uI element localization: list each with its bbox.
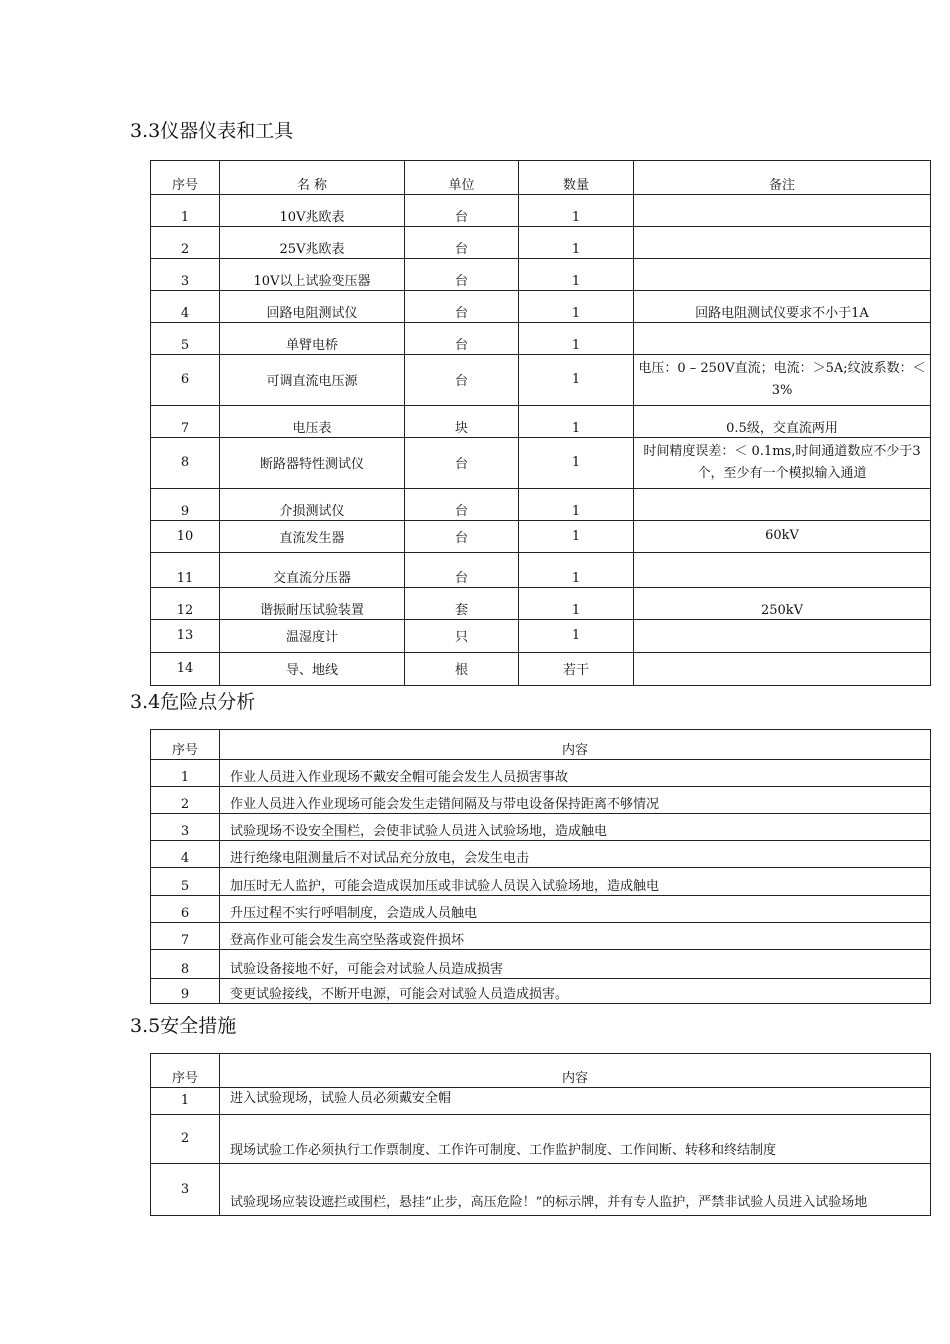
- row-name: 10V以上试验变压器: [220, 259, 405, 291]
- row-note: [634, 195, 931, 227]
- row-index: 3: [151, 259, 220, 291]
- table-row: [151, 979, 931, 1004]
- row-index: 1: [151, 760, 220, 787]
- row-name: 导、地线: [220, 653, 405, 686]
- row-index: 9: [151, 979, 220, 1004]
- row-unit: 台: [405, 291, 519, 323]
- hazards-table: [150, 729, 931, 1004]
- table-row: [151, 760, 931, 787]
- row-content: 试验现场应装设遮拦或围栏，悬挂“止步，高压危险！”的标示牌，并有专人监护，严禁非试验人员进入试验场地: [220, 1164, 931, 1216]
- row-note: 0.5级，交直流两用: [634, 406, 931, 438]
- row-index: 5: [151, 868, 220, 896]
- instruments-table: [150, 160, 931, 686]
- row-quantity: 1: [519, 588, 634, 620]
- row-name: 断路器特性测试仪: [220, 438, 405, 489]
- row-index: 4: [151, 291, 220, 323]
- row-index: 6: [151, 355, 220, 406]
- row-quantity: 1: [519, 489, 634, 521]
- table-row: [151, 489, 931, 521]
- row-note: 回路电阻测试仪要求不小于1A: [634, 291, 931, 323]
- row-name: 回路电阻测试仪: [220, 291, 405, 323]
- row-index: 12: [151, 588, 220, 620]
- header-index: 序号: [151, 1054, 220, 1088]
- row-index: 5: [151, 323, 220, 355]
- row-unit: 只: [405, 620, 519, 653]
- row-content: 加压时无人监护，可能会造成误加压或非试验人员误入试验场地，造成触电: [220, 868, 931, 896]
- table-row: [151, 227, 931, 259]
- header-name: 名 称: [220, 161, 405, 195]
- row-index: 2: [151, 787, 220, 814]
- row-quantity: 1: [519, 355, 634, 406]
- row-index: 1: [151, 1088, 220, 1115]
- row-unit: 台: [405, 323, 519, 355]
- section-title-instruments: 3.3仪器仪表和工具: [130, 120, 294, 142]
- row-note: 60kV: [634, 521, 931, 553]
- row-unit: 套: [405, 588, 519, 620]
- table-row: [151, 653, 931, 686]
- row-content: 登高作业可能会发生高空坠落或瓷件损坏: [220, 923, 931, 950]
- row-unit: 台: [405, 438, 519, 489]
- row-content: 试验设备接地不好，可能会对试验人员造成损害: [220, 950, 931, 979]
- safety-table: [150, 1053, 931, 1216]
- table-row: [151, 1088, 931, 1115]
- header-index: 序号: [151, 161, 220, 195]
- row-note: [634, 259, 931, 291]
- row-content: 现场试验工作必须执行工作票制度、工作许可制度、工作监护制度、工作间断、转移和终结制度: [220, 1115, 931, 1164]
- table-row: [151, 923, 931, 950]
- row-index: 9: [151, 489, 220, 521]
- row-quantity: 1: [519, 227, 634, 259]
- row-index: 13: [151, 620, 220, 653]
- row-content: 作业人员进入作业现场不戴安全帽可能会发生人员损害事故: [220, 760, 931, 787]
- table-row: [151, 553, 931, 588]
- row-content: 变更试验接线，不断开电源，可能会对试验人员造成损害。: [220, 979, 931, 1004]
- row-quantity: 若干: [519, 653, 634, 686]
- row-name: 10V兆欧表: [220, 195, 405, 227]
- row-note: [634, 620, 931, 653]
- table-row: [151, 1115, 931, 1164]
- row-name: 温湿度计: [220, 620, 405, 653]
- row-note: [634, 323, 931, 355]
- row-name: 可调直流电压源: [220, 355, 405, 406]
- row-index: 2: [151, 1115, 220, 1164]
- row-unit: 台: [405, 195, 519, 227]
- row-unit: 台: [405, 227, 519, 259]
- table-row: [151, 896, 931, 923]
- table-row: [151, 521, 931, 553]
- row-index: 1: [151, 195, 220, 227]
- row-name: 交直流分压器: [220, 553, 405, 588]
- row-index: 8: [151, 950, 220, 979]
- row-index: 7: [151, 923, 220, 950]
- row-index: 2: [151, 227, 220, 259]
- table-header-row: [151, 161, 931, 195]
- row-quantity: 1: [519, 521, 634, 553]
- header-content: 内容: [220, 730, 931, 760]
- row-note: [634, 489, 931, 521]
- table-row: [151, 588, 931, 620]
- table-row: [151, 406, 931, 438]
- row-name: 单臂电桥: [220, 323, 405, 355]
- table-row: [151, 291, 931, 323]
- table-row: [151, 620, 931, 653]
- row-quantity: 1: [519, 323, 634, 355]
- row-note: [634, 553, 931, 588]
- table-row: [151, 787, 931, 814]
- row-quantity: 1: [519, 195, 634, 227]
- table-header-row: [151, 1054, 931, 1088]
- row-note: 时间精度误差：＜ 0.1ms,时间通道数应不少于3个，至少有一个模拟输入通道: [634, 438, 931, 489]
- row-quantity: 1: [519, 291, 634, 323]
- row-content: 进行绝缘电阻测量后不对试品充分放电，会发生电击: [220, 841, 931, 868]
- row-unit: 台: [405, 553, 519, 588]
- header-content: 内容: [220, 1054, 931, 1088]
- table-row: [151, 195, 931, 227]
- row-index: 3: [151, 1164, 220, 1216]
- section-title-safety: 3.5安全措施: [130, 1015, 237, 1037]
- row-note: [634, 653, 931, 686]
- row-quantity: 1: [519, 438, 634, 489]
- row-name: 直流发生器: [220, 521, 405, 553]
- table-row: [151, 950, 931, 979]
- row-index: 8: [151, 438, 220, 489]
- table-row: [151, 814, 931, 841]
- row-note: 电压：0 – 250V直流；电流：＞5A;纹波系数：＜3%: [634, 355, 931, 406]
- header-unit: 单位: [405, 161, 519, 195]
- row-quantity: 1: [519, 406, 634, 438]
- row-name: 谐振耐压试验装置: [220, 588, 405, 620]
- row-content: 试验现场不设安全围栏，会使非试验人员进入试验场地，造成触电: [220, 814, 931, 841]
- table-row: [151, 438, 931, 489]
- table-row: [151, 355, 931, 406]
- row-unit: 块: [405, 406, 519, 438]
- table-row: [151, 841, 931, 868]
- row-content: 进入试验现场，试验人员必须戴安全帽: [220, 1088, 931, 1115]
- row-index: 3: [151, 814, 220, 841]
- header-index: 序号: [151, 730, 220, 760]
- row-index: 4: [151, 841, 220, 868]
- table-row: [151, 259, 931, 291]
- row-note: 250kV: [634, 588, 931, 620]
- row-note: [634, 227, 931, 259]
- row-unit: 台: [405, 259, 519, 291]
- row-quantity: 1: [519, 620, 634, 653]
- row-quantity: 1: [519, 553, 634, 588]
- row-index: 14: [151, 653, 220, 686]
- row-unit: 台: [405, 355, 519, 406]
- row-content: 升压过程不实行呼唱制度，会造成人员触电: [220, 896, 931, 923]
- row-name: 电压表: [220, 406, 405, 438]
- row-name: 25V兆欧表: [220, 227, 405, 259]
- row-unit: 台: [405, 521, 519, 553]
- row-content: 作业人员进入作业现场可能会发生走错间隔及与带电设备保持距离不够情况: [220, 787, 931, 814]
- row-index: 7: [151, 406, 220, 438]
- section-title-hazards: 3.4危险点分析: [130, 691, 256, 713]
- header-note: 备注: [634, 161, 931, 195]
- table-header-row: [151, 730, 931, 760]
- header-quantity: 数量: [519, 161, 634, 195]
- table-row: [151, 868, 931, 896]
- row-index: 10: [151, 521, 220, 553]
- row-unit: 台: [405, 489, 519, 521]
- row-unit: 根: [405, 653, 519, 686]
- table-row: [151, 1164, 931, 1216]
- row-index: 11: [151, 553, 220, 588]
- row-name: 介损测试仪: [220, 489, 405, 521]
- row-index: 6: [151, 896, 220, 923]
- table-row: [151, 323, 931, 355]
- row-quantity: 1: [519, 259, 634, 291]
